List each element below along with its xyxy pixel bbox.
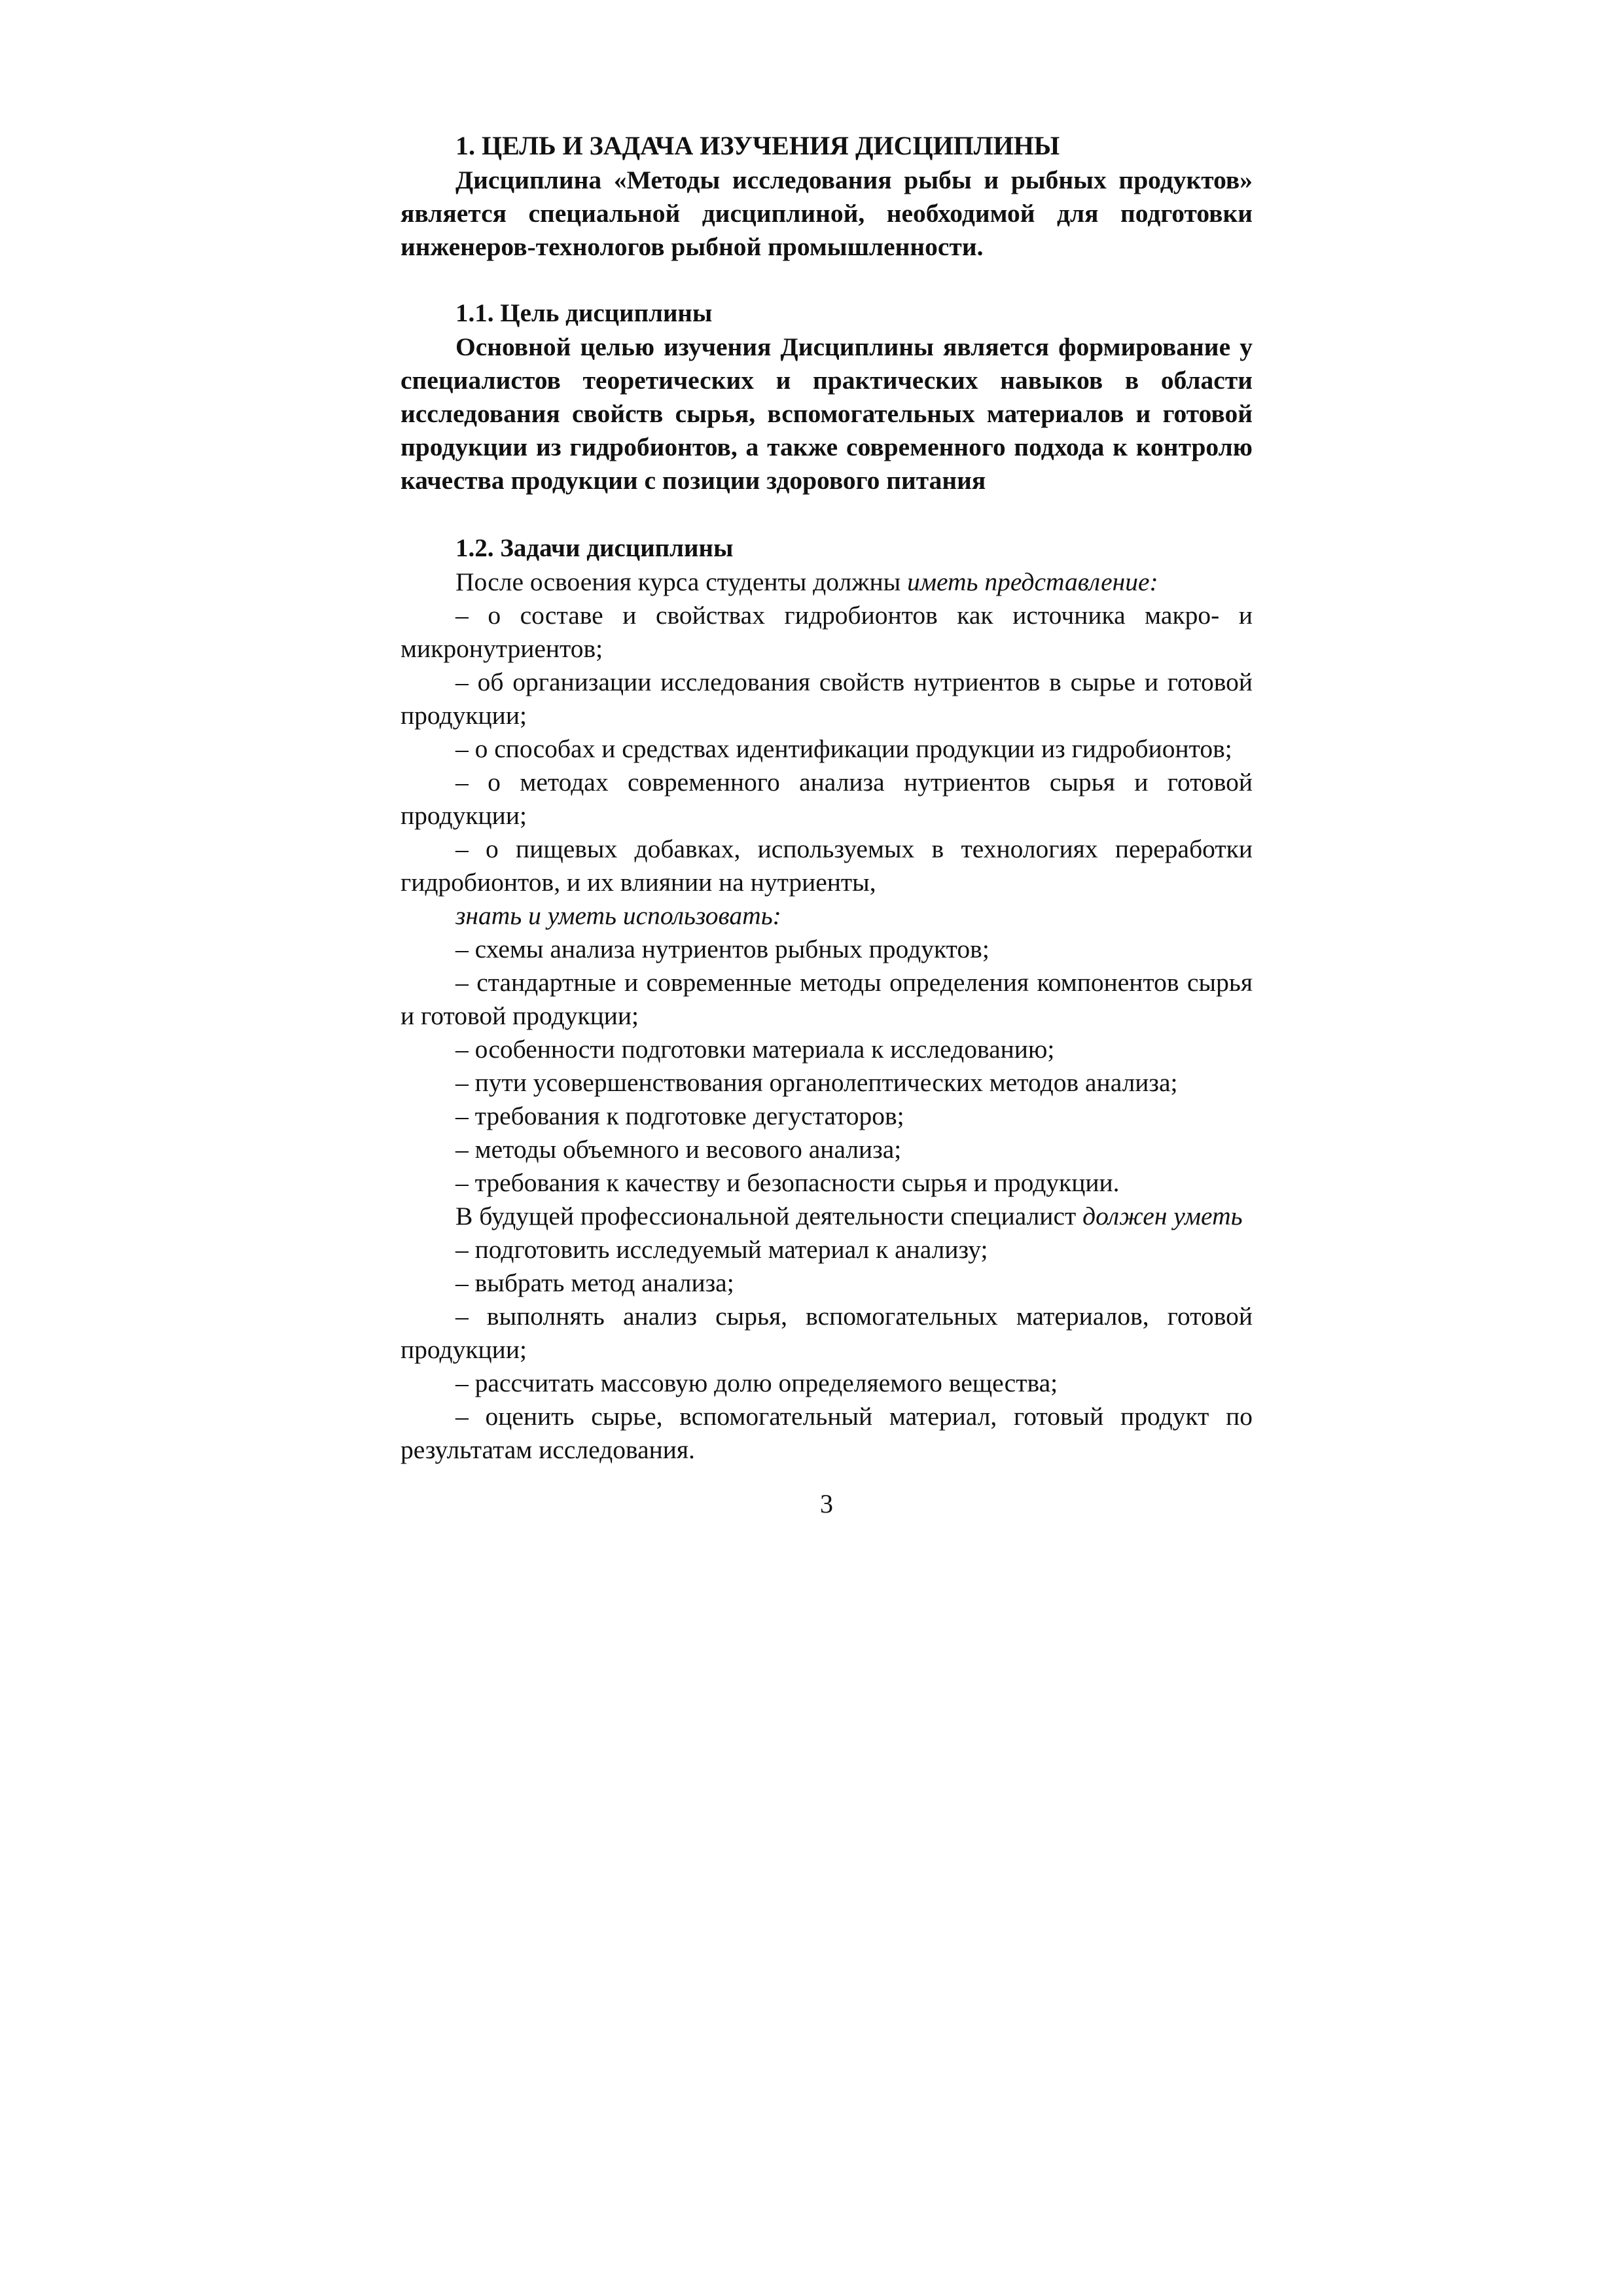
future-plain: В будущей профессиональной деятельности специалист (455, 1202, 1083, 1230)
page-number: 3 (820, 1489, 833, 1518)
list-item: – об организации исследования свойств нутриентов в сырье и готовой продукции; (401, 668, 1253, 730)
list-item: – стандартные и современные методы определения компонентов сырья и готовой продукции; (401, 968, 1253, 1030)
know-heading (401, 899, 1253, 933)
list-item: – схемы анализа нутриентов рыбных продуктов; (455, 935, 990, 963)
list-item: – рассчитать массовую долю определяемого вещества; (455, 1369, 1058, 1397)
future-emphasis: должен уметь (1082, 1202, 1243, 1230)
list-item: – пути усовершенствования органолептических методов анализа; (455, 1068, 1178, 1097)
intro-plain: После освоения курса студенты должны (455, 567, 908, 596)
list-item: – о методах современного анализа нутриентов сырья и готовой продукции; (401, 768, 1253, 830)
section-1-heading: 1. ЦЕЛЬ И ЗАДАЧА ИЗУЧЕНИЯ ДИСЦИПЛИНЫ (455, 131, 1060, 160)
section-1-2-heading: 1.2. Задачи дисциплины (455, 534, 734, 562)
section-1-1-heading: 1.1. Цель дисциплины (455, 299, 713, 327)
list-item: – особенности подготовки материала к исследованию; (455, 1035, 1055, 1064)
list-item: – оценить сырье, вспомогательный материал, готовый продукт по результатам исследования. (401, 1402, 1253, 1464)
future-paragraph (401, 1200, 1253, 1233)
section-1-2-intro (401, 565, 1253, 599)
list-item: – выполнять анализ сырья, вспомогательных материалов, готовой продукции; (401, 1302, 1253, 1364)
list-item: – о составе и свойствах гидробионтов как источника макро- и микронутриентов; (401, 601, 1253, 663)
section-1-1-text: Основной целью изучения Дисциплины является формирование у специалистов теоретических и практических навыков в области исследования свойств сырья, вспомогательных материалов и готовой продукции из гидробионтов, а также современного подхода к контролю качества продукции с позиции здорового питания (401, 332, 1253, 495)
list-item: – методы объемного и весового анализа; (455, 1135, 902, 1164)
section-1-intro: Дисциплина «Методы исследования рыбы и рыбных продуктов» является специальной дисциплиной, необходимой для подготовки инженеров-технологов рыбной промышленности. (401, 166, 1253, 261)
list-item: – выбрать метод анализа; (455, 1268, 734, 1297)
list-item: – о способах и средствах идентификации продукции из гидробионтов; (455, 734, 1232, 763)
list-item: – подготовить исследуемый материал к анализу; (455, 1235, 988, 1264)
list-item: – требования к качеству и безопасности сырья и продукции. (455, 1168, 1120, 1197)
list-item: – требования к подготовке дегустаторов; (455, 1102, 904, 1130)
intro-emphasis: иметь представление: (907, 567, 1158, 596)
document-page (401, 128, 1253, 1467)
know-heading-emphasis: знать и уметь использовать: (455, 901, 781, 930)
list-item: – о пищевых добавках, используемых в технологиях переработки гидробионтов, и их влиянии на нутриенты, (401, 834, 1253, 897)
